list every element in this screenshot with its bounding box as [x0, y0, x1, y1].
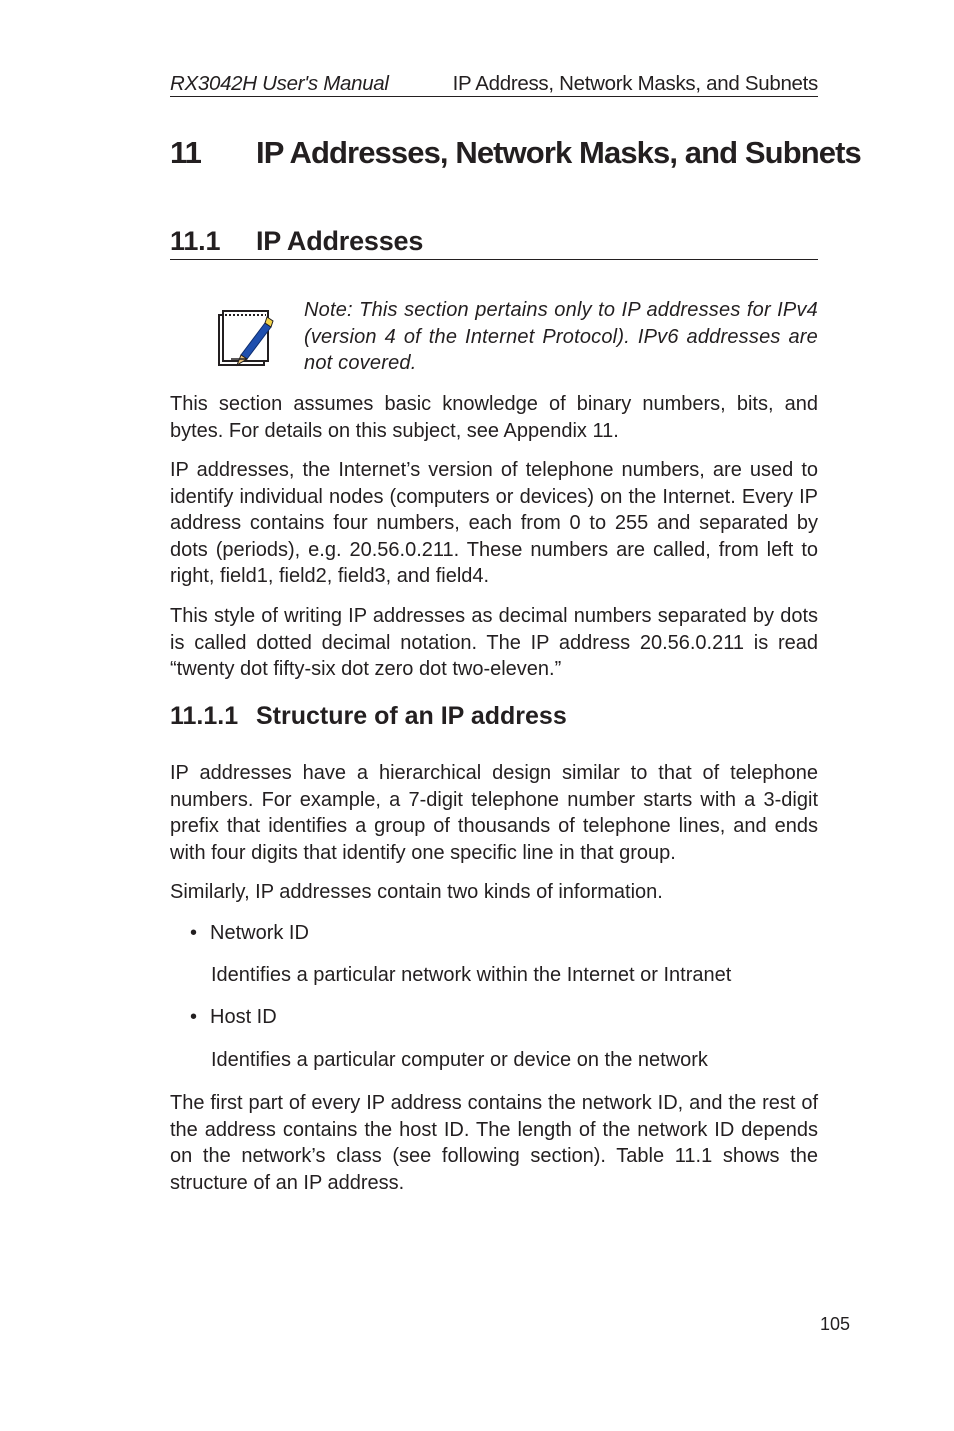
subsection-number: 11.1.1 [170, 702, 239, 730]
bullet-term-network-id: Network ID [210, 922, 309, 944]
note-pencil-icon [217, 307, 277, 369]
section-heading [170, 226, 818, 260]
bullet-marker: • [190, 1006, 198, 1028]
bullet-description-network-id: Identifies a particular network within the Internet or Intranet [211, 964, 732, 986]
page-number: 105 [820, 1314, 851, 1334]
note-text: Note: This section pertains only to IP addresses for IPv4 (version 4 of the Internet Protocol). IPv6 addresses are not covered. [304, 299, 818, 374]
list-item [190, 920, 309, 946]
header-chapter-title: IP Address, Network Masks, and Subnets [452, 72, 818, 95]
bullet-term-host-id: Host ID [210, 1006, 277, 1028]
paragraph-two-kinds: Similarly, IP addresses contain two kinds of information. [170, 881, 663, 903]
paragraph-prerequisites: This section assumes basic knowledge of binary numbers, bits, and bytes. For details on this subject, see Appendix 11. [170, 393, 818, 442]
list-item [190, 1004, 277, 1030]
section-title: IP Addresses [256, 226, 424, 256]
running-header [170, 72, 818, 97]
paragraph-network-host-parts: The first part of every IP address contains the network ID, and the rest of the address contains the host ID. The length of the network ID depends on the network’s class (see following section). Table 11.1 shows the structure of an IP address. [170, 1092, 818, 1194]
header-manual-title: RX3042H User's Manual [170, 72, 389, 95]
bullet-marker: • [190, 922, 198, 944]
paragraph-dotted-decimal: This style of writing IP addresses as decimal numbers separated by dots is called dotted decimal notation. The IP address 20.56.0.211 is read “twenty dot fifty-six dot zero dot two-eleven.” [170, 605, 818, 680]
subsection-title: Structure of an IP address [256, 702, 567, 730]
section-number: 11.1 [170, 226, 221, 256]
bullet-description-host-id: Identifies a particular computer or device on the network [211, 1049, 708, 1071]
paragraph-ip-definition: IP addresses, the Internet’s version of telephone numbers, are used to identify individual nodes (computers or devices) on the Internet. Every IP address contains four numbers, each from 0 to 255 and separated by dots (periods), e.g. 20.56.0.211. These numbers are called, from left to right, field1, field2, field3, and field4. [170, 459, 818, 587]
chapter-number: 11 [170, 135, 201, 170]
subsection-heading [170, 702, 567, 731]
paragraph-hierarchy: IP addresses have a hierarchical design similar to that of telephone numbers. For example, a 7-digit telephone number starts with a 3-digit prefix that identifies a group of thousands of telephone lines, and ends with four digits that identify one specific line in that group. [170, 762, 818, 864]
chapter-title: IP Addresses, Network Masks, and Subnets [256, 135, 861, 170]
